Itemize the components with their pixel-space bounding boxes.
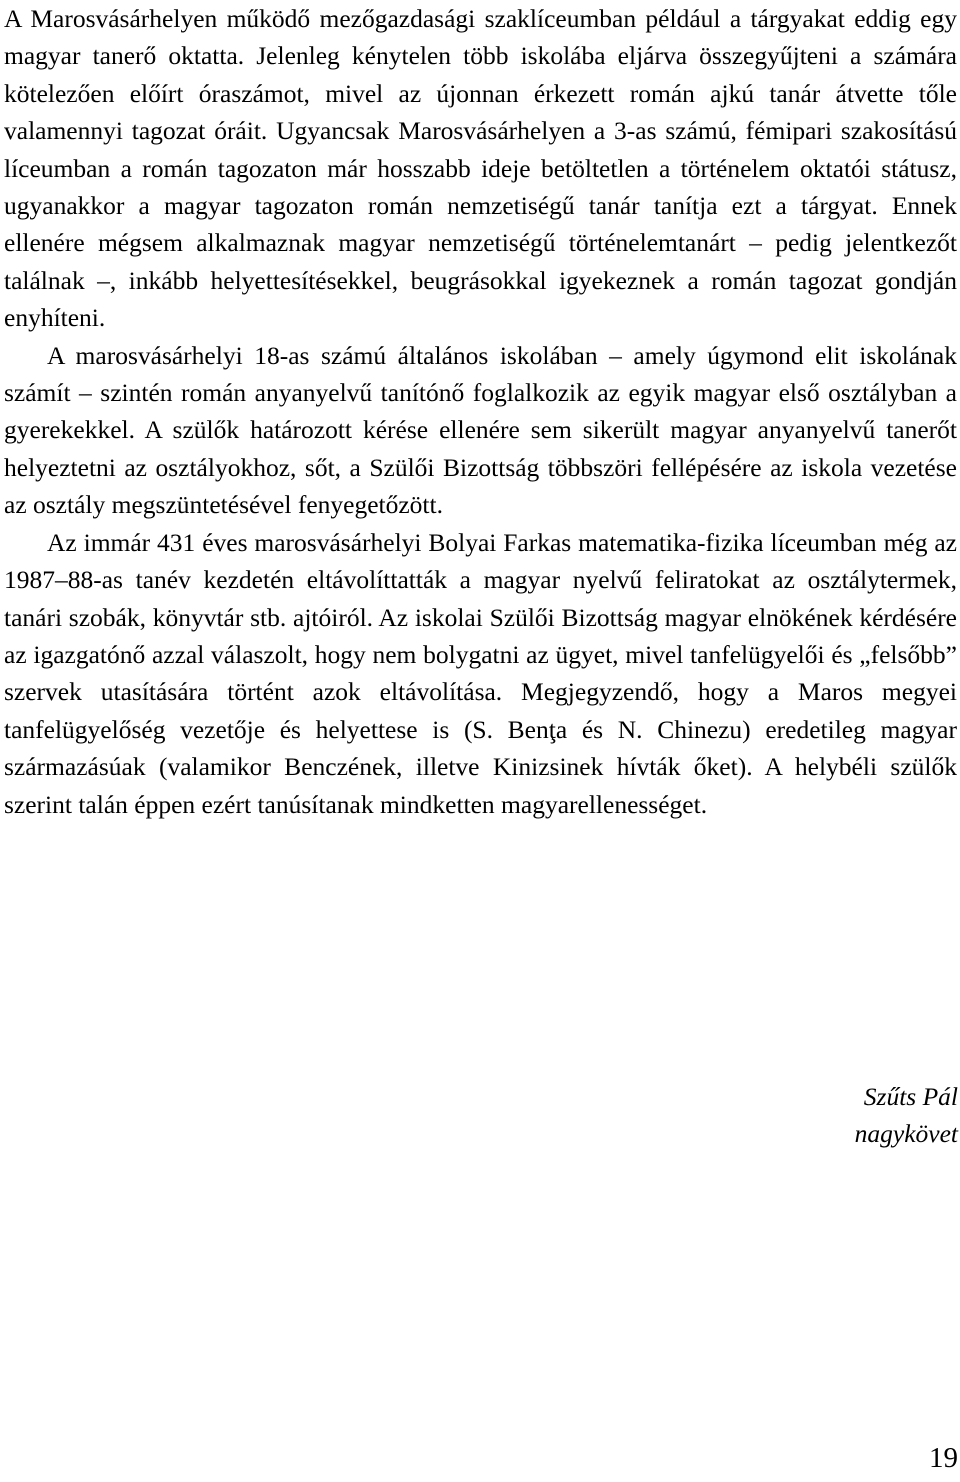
signature-title: nagykövet: [854, 1119, 958, 1149]
paragraph-2: A marosvásárhelyi 18-as számú általános iskolában – amely úgymond elit iskolának számít – szintén román anyanyelvű tanítónő foglalkozik az egyik magyar első osztályban a gyerekekkel. A szülők határozott kérése ellenére sem sikerült magyar anyanyelvű tanerőt helyeztetni az osztályokhoz, sőt, a Szülői Bizottság többszöri fellépésére az iskola vezetése az osztály megszüntetésével fenyegetőzött.: [4, 340, 957, 520]
document-page: [4, 0, 957, 823]
paragraph-1: A Marosvásárhelyen működő mezőgazdasági szaklíceumban például a tárgyakat eddig egy magyar tanerő oktatta. Jelenleg kénytelen több iskolába eljárva összegyűjteni a számára kötelezően előírt óraszámot, mivel az újonnan érkezett román ajkú tanár átvette tőle valamennyi tagozat óráit. Ugyancsak Marosvásárhelyen a 3-as számú, fémipari szakosítású líceumban a román tagozaton már hosszabb ideje betöltetlen a történelem oktatói státusz, ugyanakkor a magyar tagozaton román nemzetiségű tanár tanítja ezt a tárgyat. Ennek ellenére mégsem alkalmaznak magyar nemzetiségű történelemtanárt – pedig jelentkezőt találnak –, inkább helyettesítésekkel, beugrásokkal igyekeznek a román tagozat gondján enyhíteni.: [4, 4, 957, 333]
paragraph-3: Az immár 431 éves marosvásárhelyi Bolyai Farkas matematika-fizika líceumban még az 1987–88-as tanév kezdetén eltávolíttatták a magyar nyelvű feliratokat az osztálytermek, tanári szobák, könyvtár stb. ajtóiról. Az iskolai Szülői Bizottság magyar elnökének kérdésére az igazgatónő azzal válaszolt, hogy nem bolygatni az ügyet, mivel tanfelügyelői és „felsőbb” szervek utasítására történt azok eltávolítása. Megjegyzendő, hogy a Maros megyei tanfelügyelőség vezetője és helyettese is (S. Benţa és N. Chinezu) eredetileg magyar származásúak (valamikor Benczének, illetve Kinizsinek hívták őket). A helybéli szülők szerint talán éppen ezért tanúsítanak mindketten magyarellenességet.: [4, 527, 957, 819]
page-number: 19: [929, 1442, 958, 1474]
signature-name: Szűts Pál: [863, 1082, 958, 1111]
signature-block: [855, 1078, 958, 1153]
